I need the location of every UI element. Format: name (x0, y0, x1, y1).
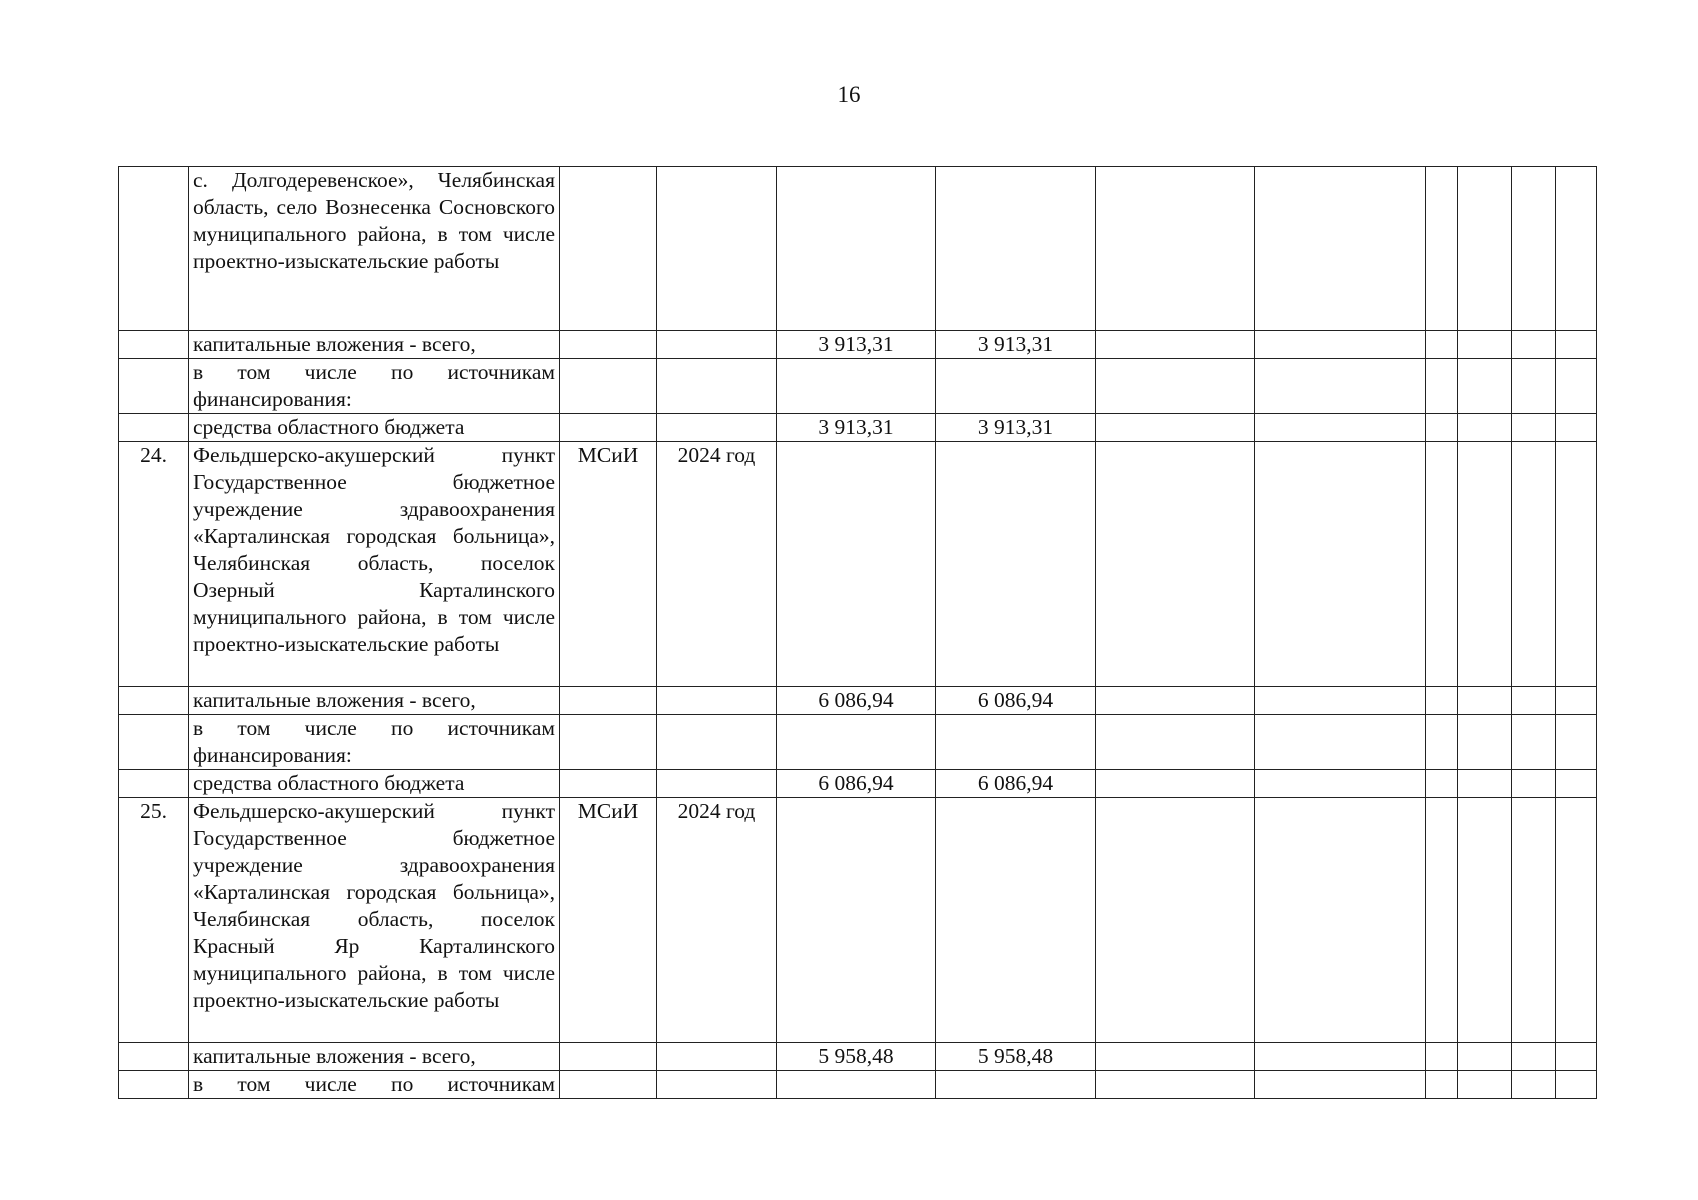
year-value-cell (936, 359, 1096, 414)
object-description-cell: с. Долгодеревенское», Челябинская область, село Вознесенка Сосновского муниципального района, в том числе проектно-изыскательские работы (189, 167, 560, 331)
year-cell (657, 414, 777, 442)
empty-cell (1556, 770, 1597, 798)
year-cell (657, 687, 777, 715)
total-value-cell (777, 1071, 936, 1099)
empty-cell (1458, 770, 1512, 798)
empty-cell (1255, 414, 1426, 442)
row-number-cell (119, 1071, 189, 1099)
empty-cell (1096, 798, 1255, 1043)
object-description-cell: капитальные вложения - всего, (189, 331, 560, 359)
empty-cell (1255, 442, 1426, 687)
total-value-cell: 6 086,94 (777, 687, 936, 715)
year-value-cell: 5 958,48 (936, 1043, 1096, 1071)
object-description-cell: Фельдшерско-акушерский пункт Государственное бюджетное учреждение здравоохранения «Карталинская городская больница», Челябинская область, поселок Красный Яр Карталинского муниципального района, в том числе проектно-изыскательские работы (189, 798, 560, 1043)
capital-investment-table (118, 166, 1597, 1099)
empty-cell (1096, 687, 1255, 715)
executor-cell (560, 1043, 657, 1071)
executor-cell (560, 414, 657, 442)
total-value-cell: 6 086,94 (777, 770, 936, 798)
empty-cell (1426, 167, 1458, 331)
empty-cell (1458, 687, 1512, 715)
empty-cell (1096, 1071, 1255, 1099)
empty-cell (1096, 442, 1255, 687)
empty-cell (1556, 687, 1597, 715)
object-description-cell: в том числе по источникам финансирования: (189, 715, 560, 770)
empty-cell (1255, 687, 1426, 715)
empty-cell (1255, 1071, 1426, 1099)
year-cell: 2024 год (657, 798, 777, 1043)
year-value-cell (936, 715, 1096, 770)
year-cell (657, 167, 777, 331)
row-number-cell: 25. (119, 798, 189, 1043)
empty-cell (1512, 1043, 1556, 1071)
empty-cell (1458, 414, 1512, 442)
empty-cell (1255, 331, 1426, 359)
total-value-cell (777, 442, 936, 687)
total-value-cell (777, 798, 936, 1043)
object-description-cell: в том числе по источникам (189, 1071, 560, 1099)
year-cell (657, 1043, 777, 1071)
executor-cell (560, 687, 657, 715)
total-value-cell (777, 359, 936, 414)
empty-cell (1556, 715, 1597, 770)
empty-cell (1426, 770, 1458, 798)
executor-cell: МСиИ (560, 442, 657, 687)
empty-cell (1255, 1043, 1426, 1071)
row-number-cell (119, 770, 189, 798)
year-cell (657, 1071, 777, 1099)
empty-cell (1096, 1043, 1255, 1071)
year-value-cell: 3 913,31 (936, 414, 1096, 442)
year-value-cell (936, 442, 1096, 687)
executor-cell (560, 359, 657, 414)
empty-cell (1096, 359, 1255, 414)
table-row (119, 1071, 1597, 1099)
executor-cell (560, 331, 657, 359)
year-value-cell (936, 1071, 1096, 1099)
empty-cell (1255, 798, 1426, 1043)
table-row (119, 770, 1597, 798)
total-value-cell (777, 167, 936, 331)
empty-cell (1458, 1071, 1512, 1099)
empty-cell (1512, 167, 1556, 331)
total-value-cell: 3 913,31 (777, 414, 936, 442)
empty-cell (1556, 1043, 1597, 1071)
empty-cell (1255, 167, 1426, 331)
object-description-cell: средства областного бюджета (189, 414, 560, 442)
empty-cell (1512, 331, 1556, 359)
empty-cell (1556, 359, 1597, 414)
total-value-cell (777, 715, 936, 770)
empty-cell (1556, 167, 1597, 331)
empty-cell (1426, 687, 1458, 715)
table-row (119, 442, 1597, 687)
year-value-cell: 3 913,31 (936, 331, 1096, 359)
year-cell: 2024 год (657, 442, 777, 687)
empty-cell (1512, 687, 1556, 715)
object-description-cell: в том числе по источникам финансирования: (189, 359, 560, 414)
empty-cell (1096, 715, 1255, 770)
total-value-cell: 3 913,31 (777, 331, 936, 359)
empty-cell (1512, 414, 1556, 442)
empty-cell (1426, 442, 1458, 687)
empty-cell (1556, 331, 1597, 359)
empty-cell (1426, 1043, 1458, 1071)
executor-cell (560, 1071, 657, 1099)
year-value-cell: 6 086,94 (936, 770, 1096, 798)
year-cell (657, 770, 777, 798)
object-description-cell: капитальные вложения - всего, (189, 1043, 560, 1071)
executor-cell (560, 715, 657, 770)
empty-cell (1458, 715, 1512, 770)
empty-cell (1512, 798, 1556, 1043)
empty-cell (1096, 770, 1255, 798)
row-number-cell (119, 715, 189, 770)
empty-cell (1458, 331, 1512, 359)
empty-cell (1426, 715, 1458, 770)
empty-cell (1512, 442, 1556, 687)
empty-cell (1512, 1071, 1556, 1099)
year-value-cell (936, 798, 1096, 1043)
table-row (119, 414, 1597, 442)
empty-cell (1512, 770, 1556, 798)
row-number-cell (119, 331, 189, 359)
empty-cell (1458, 798, 1512, 1043)
empty-cell (1096, 167, 1255, 331)
empty-cell (1255, 715, 1426, 770)
object-description-cell: средства областного бюджета (189, 770, 560, 798)
empty-cell (1512, 359, 1556, 414)
empty-cell (1556, 414, 1597, 442)
empty-cell (1096, 414, 1255, 442)
empty-cell (1426, 414, 1458, 442)
object-description-cell: капитальные вложения - всего, (189, 687, 560, 715)
row-number-cell (119, 1043, 189, 1071)
table-row (119, 1043, 1597, 1071)
year-value-cell: 6 086,94 (936, 687, 1096, 715)
executor-cell: МСиИ (560, 798, 657, 1043)
empty-cell (1556, 798, 1597, 1043)
empty-cell (1458, 359, 1512, 414)
row-number-cell: 24. (119, 442, 189, 687)
row-number-cell (119, 167, 189, 331)
empty-cell (1426, 359, 1458, 414)
year-cell (657, 715, 777, 770)
table-row (119, 687, 1597, 715)
empty-cell (1556, 1071, 1597, 1099)
empty-cell (1458, 167, 1512, 331)
executor-cell (560, 167, 657, 331)
table-row (119, 331, 1597, 359)
empty-cell (1426, 1071, 1458, 1099)
empty-cell (1458, 1043, 1512, 1071)
table-row (119, 359, 1597, 414)
empty-cell (1556, 442, 1597, 687)
executor-cell (560, 770, 657, 798)
row-number-cell (119, 359, 189, 414)
row-number-cell (119, 687, 189, 715)
empty-cell (1096, 331, 1255, 359)
table-row (119, 798, 1597, 1043)
table-row (119, 715, 1597, 770)
empty-cell (1458, 442, 1512, 687)
empty-cell (1255, 359, 1426, 414)
table-row (119, 167, 1597, 331)
page-number: 16 (837, 82, 861, 107)
empty-cell (1426, 798, 1458, 1043)
empty-cell (1255, 770, 1426, 798)
object-description-cell: Фельдшерско-акушерский пункт Государственное бюджетное учреждение здравоохранения «Карталинская городская больница», Челябинская область, поселок Озерный Карталинского муниципального района, в том числе проектно-изыскательские работы (189, 442, 560, 687)
row-number-cell (119, 414, 189, 442)
year-value-cell (936, 167, 1096, 331)
empty-cell (1512, 715, 1556, 770)
year-cell (657, 331, 777, 359)
total-value-cell: 5 958,48 (777, 1043, 936, 1071)
year-cell (657, 359, 777, 414)
empty-cell (1426, 331, 1458, 359)
